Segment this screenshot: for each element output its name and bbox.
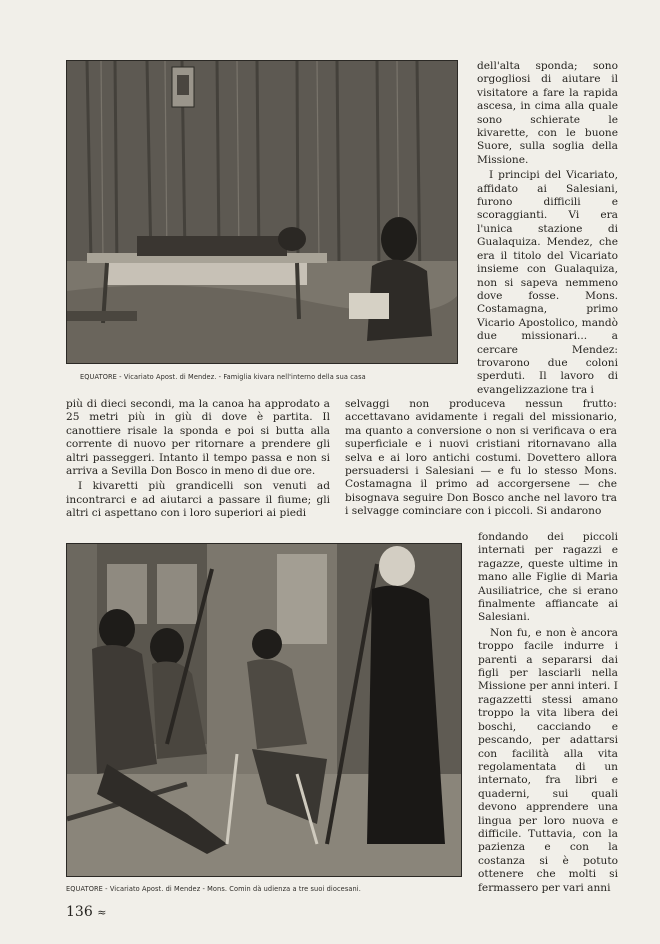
photo-top-caption: EQUATORE - Vicariato Apost. di Mendez. - Famiglia kivara nell'interno della sua casa (80, 373, 366, 381)
photo-bottom-caption: EQUATORE - Vicariato Apost. di Mendez - Mons. Comin dà udienza a tre suoi diocesani. (66, 885, 361, 893)
photo-bishop-audience-illustration (67, 544, 461, 876)
middle-right-column (345, 398, 617, 519)
paragraph: fondando dei piccoli internati per ragazzi e ragazze, queste ultime in mano alle Figlie di Maria Ausiliatrice, che si erano finalmente affiancate ai Salesiani. (478, 531, 618, 624)
photo-bishop-audience (66, 543, 462, 877)
middle-left-column (66, 398, 330, 521)
right-column-bottom (478, 531, 618, 895)
paragraph: I kivaretti più grandicelli son venuti ad incontrarci e ad aiutarci a passare il fiume; gli altri ci aspettano con i loro superiori ai piedi (66, 480, 330, 520)
page-mark: ≈ (97, 906, 107, 919)
paragraph: selvaggi non produceva nessun frutto: accettavano avidamente i regali del missionario, ma quanto a conversione o non si verificava o era superficiale e i nuovi cristiani ritornavano alla selva e ai loro antichi costumi. Dovettero allora persuadersi i Salesiani — e fu lo stesso Mons. Costamagna il primo ad accorgersene — che bisognava seguire Don Bosco anche nel lavoro tra i selvagge cominciare con i piccoli. Si andarono (345, 398, 617, 518)
page-number-value: 136 (66, 904, 93, 920)
paragraph: Non fu, e non è ancora troppo facile indurre i parenti a separarsi dai figli per lasciarli nella Missione per anni interi. I ragazzetti stessi amano troppo la vita libera dei boschi, cacciando e pescando, per adattarsi con facilità alla vita regolamentata di un internato, fra libri e quaderni, sui quali devono apprendere una lingua per loro nuova e difficile. Tuttavia, con la pazienza e con la costanza si è potuto ottenere che molti si fermassero per vari anni (478, 626, 618, 894)
paragraph: I principi del Vicariato, affidato ai Salesiani, furono difficili e scoraggianti. Vi era l'unica stazione di Gualaquiza. Mendez, che era il titolo del Vicariato insieme con Gualaquiza, non si sapeva nemmeno dove fosse. Mons. Costamagna, primo Vicario Apostolico, mandò due missionari... a cercare Mendez: trovarono due coloni sperduti. Il lavoro di evangelizzazione tra i (477, 169, 618, 396)
photo-kivari-family (66, 60, 458, 364)
paragraph: più di dieci secondi, ma la canoa ha approdato a 25 metri più in giù di dove è partita. Il canottiere risale la sponda e poi si butta alla corrente di nuovo per ritornare a prendere gli altri passeggeri. Intanto il tempo passa e non si arriva a Sevilla Don Bosco in meno di due ore. (66, 398, 330, 478)
paragraph: dell'alta sponda; sono orgogliosi di aiutare il visitatore a fare la rapida ascesa, in cima alla quale sono schierate le kivarette, con le buone Suore, sulla soglia della Missione. (477, 60, 618, 166)
photo-kivari-family-illustration (67, 61, 457, 363)
right-column-top (477, 60, 618, 397)
page-number (66, 904, 106, 920)
